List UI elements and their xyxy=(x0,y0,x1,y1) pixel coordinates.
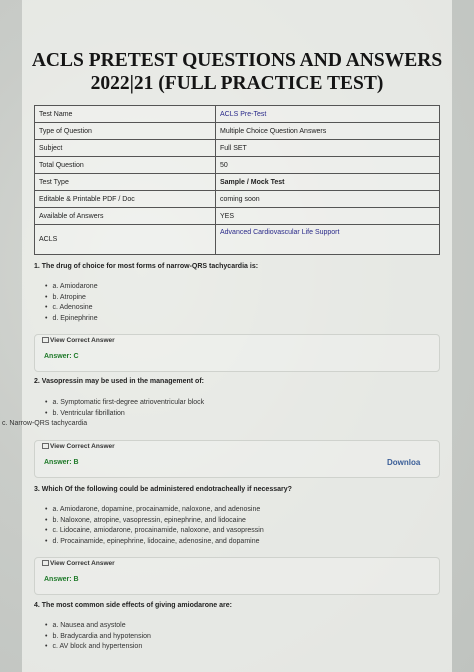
table-row xyxy=(35,123,440,140)
answer-box-3 xyxy=(34,557,440,595)
table-value: coming soon xyxy=(216,191,440,208)
list-item: • a. Symptomatic first-degree atrioventricular block xyxy=(45,398,204,409)
view-correct-answer-toggle[interactable] xyxy=(42,443,115,450)
table-row xyxy=(35,140,440,157)
list-item: • d. Epinephrine xyxy=(45,314,98,325)
list-item: • c. AV block and hypertension xyxy=(45,642,151,653)
question-4-options xyxy=(45,621,151,653)
question-1-options xyxy=(45,282,98,324)
table-label: Subject xyxy=(35,140,216,157)
list-item: • c. Adenosine xyxy=(45,303,98,314)
page-title xyxy=(0,49,474,95)
question-2: 2. Vasopressin may be used in the management of: xyxy=(34,378,204,385)
list-item-misplaced: c. Narrow-QRS tachycardia xyxy=(2,420,88,427)
view-correct-answer-toggle[interactable] xyxy=(42,560,115,567)
answer-box-1 xyxy=(34,334,440,372)
view-correct-answer-toggle[interactable] xyxy=(42,337,115,344)
checkbox-icon xyxy=(42,337,49,343)
list-item: • a. Amiodarone, dopamine, procainamide, naloxone, and adenosine xyxy=(45,505,264,516)
table-value: Full SET xyxy=(216,140,440,157)
list-item: • b. Ventricular fibrillation xyxy=(45,409,204,420)
question-1: 1. The drug of choice for most forms of narrow-QRS tachycardia is: xyxy=(34,263,259,270)
table-row xyxy=(35,191,440,208)
table-row xyxy=(35,106,440,123)
list-item: • b. Bradycardia and hypotension xyxy=(45,632,151,643)
table-label: Test Type xyxy=(35,174,216,191)
checkbox-icon xyxy=(42,443,49,449)
list-item: • a. Amiodarone xyxy=(45,282,98,293)
table-label: Available of Answers xyxy=(35,208,216,225)
table-value[interactable]: ACLS Pre-Test xyxy=(216,106,440,123)
table-value: YES xyxy=(216,208,440,225)
list-item: • c. Lidocaine, amiodarone, procainamide, naloxone, and vasopressin xyxy=(45,526,264,537)
answer-box-2 xyxy=(34,440,440,478)
view-correct-answer-label: View Correct Answer xyxy=(50,337,115,344)
table-row xyxy=(35,157,440,174)
table-label: Test Name xyxy=(35,106,216,123)
question-3-options xyxy=(45,505,264,547)
list-item: • b. Atropine xyxy=(45,293,98,304)
list-item: • d. Procainamide, epinephrine, lidocaine, adenosine, and dopamine xyxy=(45,537,264,548)
download-link[interactable]: Downloa xyxy=(387,458,421,467)
info-table xyxy=(34,105,440,255)
table-label: Total Question xyxy=(35,157,216,174)
table-row xyxy=(35,208,440,225)
table-label: Type of Question xyxy=(35,123,216,140)
table-row xyxy=(35,225,440,255)
answer-text: Answer: B xyxy=(44,576,79,583)
list-item: • a. Nausea and asystole xyxy=(45,621,151,632)
table-label: Editable & Printable PDF / Doc xyxy=(35,191,216,208)
question-3: 3. Which Of the following could be administered endotracheally if necessary? xyxy=(34,486,292,493)
table-value: Sample / Mock Test xyxy=(216,174,440,191)
answer-text: Answer: C xyxy=(44,353,79,360)
view-correct-answer-label: View Correct Answer xyxy=(50,560,115,567)
question-2-options xyxy=(45,398,204,419)
table-value[interactable]: Advanced Cardiovascular Life Support xyxy=(216,225,440,255)
title-line-2: 2022|21 (FULL PRACTICE TEST) xyxy=(90,73,384,94)
table-label: ACLS xyxy=(35,225,216,255)
table-value: Multiple Choice Question Answers xyxy=(216,123,440,140)
view-correct-answer-label: View Correct Answer xyxy=(50,443,115,450)
question-4: 4. The most common side effects of giving amiodarone are: xyxy=(34,602,232,609)
answer-text: Answer: B xyxy=(44,459,79,466)
list-item: • b. Naloxone, atropine, vasopressin, epinephrine, and lidocaine xyxy=(45,516,264,527)
table-row xyxy=(35,174,440,191)
table-value: 50 xyxy=(216,157,440,174)
checkbox-icon xyxy=(42,560,49,566)
title-line-1: ACLS PRETEST QUESTIONS AND ANSWERS xyxy=(31,50,443,71)
